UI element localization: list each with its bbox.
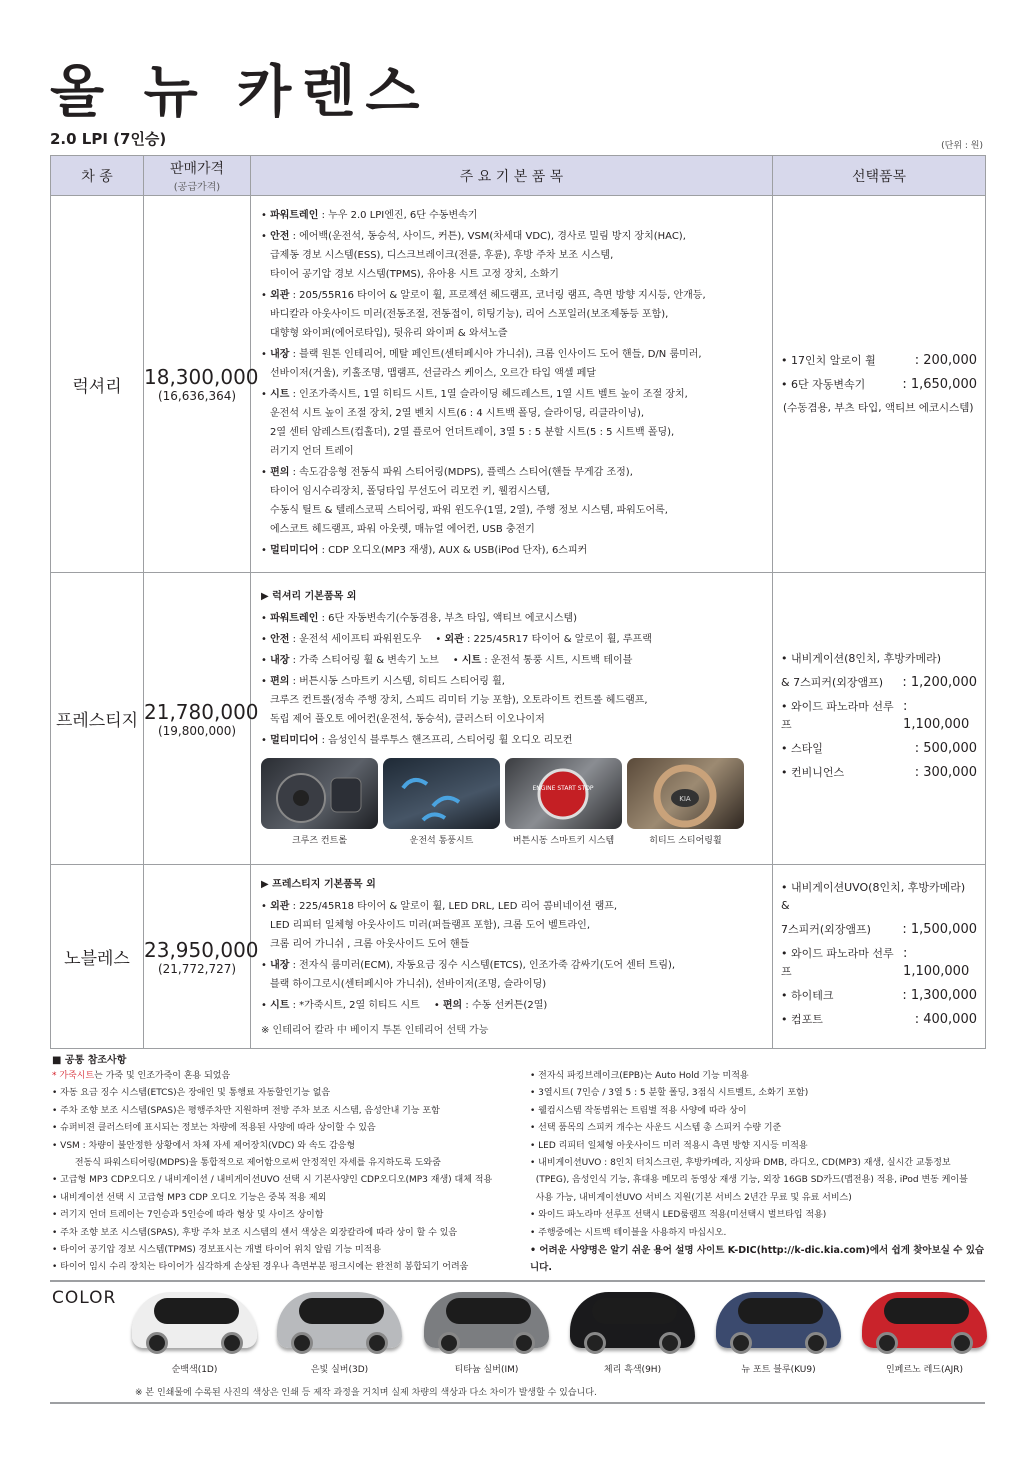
feature-item xyxy=(261,385,762,461)
feature-continuation: 바디칼라 아웃사이드 미러(전동조절, 전동접이, 히팅기능), 리어 스포일러(보조제동등 포함), xyxy=(270,309,669,320)
feature-label: 안전 xyxy=(270,231,290,242)
common-note: • 와이드 파노라마 선루프 선택시 LED룸램프 적용(미선택시 벌브타입 적용) xyxy=(530,1210,827,1221)
common-note-text: • VSM : 차량이 불안정한 상황에서 차체 자세 제어장치(VDC) 와 속도 감응형 xyxy=(52,1140,356,1151)
wheel-icon xyxy=(366,1332,388,1354)
option-price: : 200,000 xyxy=(914,353,977,368)
feature-image xyxy=(383,758,500,851)
car-roof xyxy=(154,1298,239,1324)
feature-line: • 파워트레인 : 6단 자동변속기(수동겸용, 부츠 타입, 액티브 에코시스템) xyxy=(261,613,578,624)
option-price: : 1,100,000 xyxy=(903,945,970,979)
feature-line: • 내장 : 블랙 원톤 인테리어, 메탈 페인트(센터페시아 가니쉬), 크롬 인사이드 도어 핸들, D/N 룸미러, xyxy=(261,349,702,360)
feature-continuation: 타이어 임시수리장치, 폴딩타입 무선도어 리모컨 키, 웰컴시스템, xyxy=(270,486,550,497)
option-item xyxy=(781,674,977,692)
common-note-text: • 고급형 MP3 CDP오디오 / 내비게이션 / 내비게이션UVO 선택 시 기본사양인 CDP오디오(MP3 재생) 대체 적용 xyxy=(52,1175,493,1186)
feature-images xyxy=(261,758,762,851)
feature-label: 외관 xyxy=(270,900,290,912)
feature-continuation: 블랙 하이그로시(센터페시아 가니쉬), 선바이저(조명, 슬라이딩) xyxy=(270,978,547,990)
option-name: • 6단 자동변속기 xyxy=(781,378,866,391)
common-note xyxy=(52,1259,522,1276)
footnote: ※ 본 인쇄물에 수록된 사진의 색상은 인쇄 등 제작 과정을 거치며 실제 차량의 색상과 다소 차이가 발생할 수 있습니다. xyxy=(135,1388,597,1398)
common-note-text: • 러기지 언더 트레이는 7인승과 5인승에 따라 형상 및 사이즈 상이함 xyxy=(52,1210,324,1221)
common-note-text: 전동식 파워스티어링(MDPS)을 통합적으로 제어함으로써 안정적인 자세를 유지하도록 도와줌 xyxy=(52,1158,441,1169)
common-note xyxy=(52,1242,522,1259)
common-note xyxy=(52,1120,522,1137)
header-features: 주 요 기 본 품 목 xyxy=(251,156,773,196)
trim-subtitle: 2.0 LPI (7인승) xyxy=(50,130,167,148)
option-price: : 300,000 xyxy=(914,764,977,780)
common-note xyxy=(52,1207,522,1224)
common-note: 사용 가능, 내비게이션UVO 서비스 지원(기본 서비스 2년간 무료 및 유료 서비스) xyxy=(530,1192,852,1203)
trim-price xyxy=(144,865,259,1049)
feature-label: 안전 xyxy=(270,634,290,645)
feature-continuation: 2열 센터 암레스트(컵홀더), 2열 플로어 언더트레이, 3열 5 : 5 분할 시트(5 : 5 시트백 폴딩), xyxy=(270,427,675,438)
option-price: : 1,200,000 xyxy=(902,674,977,690)
option-item xyxy=(781,945,977,981)
feature-text: : 누우 2.0 LPI엔진, 6단 수동변속기 xyxy=(318,210,478,221)
color-swatch xyxy=(570,1292,695,1375)
trim-row-noblesse xyxy=(51,865,986,1049)
common-note-text: • 주차 조향 보조 시스템(SPAS)은 평행주차만 지원하며 전방 주차 보조 시스템, 음성안내 기능 포함 xyxy=(52,1105,440,1116)
feature-line: • 파워트레인 : 누우 2.0 LPI엔진, 6단 수동변속기 xyxy=(261,210,478,221)
feature-text: : 운전석 통풍 시트, 시트백 테이블 xyxy=(481,655,633,666)
common-note xyxy=(52,1138,522,1155)
feature-continuation: 선바이저(거울), 키홀조명, 맵램프, 선글라스 케이스, 오르간 타입 액셀 페달 xyxy=(270,368,597,379)
common-note-text: • 타이어 임시 수리 장치는 타이어가 심각하게 손상된 경우나 측면부분 펑크시에는 완전히 봉합되기 어려움 xyxy=(52,1262,469,1273)
feature-list xyxy=(251,865,773,1049)
wheel-icon xyxy=(438,1332,460,1354)
feature-label: 멀티미디어 xyxy=(270,735,319,746)
option-item xyxy=(781,376,977,394)
color-swatch xyxy=(132,1292,257,1375)
color-name: 은빛 실버(3D) xyxy=(310,1365,369,1375)
image-caption: 크루즈 컨트롤 xyxy=(291,836,348,846)
feature-label: 편의 xyxy=(270,676,290,687)
feature-text: : 음성인식 블루투스 핸즈프리, 스티어링 휠 오디오 리모컨 xyxy=(318,735,573,746)
feature-continuation: 독립 제어 풀오토 에어컨(운전석, 동승석), 클러스터 이오나이저 xyxy=(270,714,545,725)
wheel-icon xyxy=(291,1332,313,1354)
feature-label: 시트 xyxy=(270,999,290,1011)
common-notes-right xyxy=(530,1068,990,1277)
price-value: 21,780,000 xyxy=(144,699,259,724)
car-icon xyxy=(716,1292,841,1348)
feature-item xyxy=(261,345,762,383)
header-model: 차 종 xyxy=(51,156,144,196)
wheel-icon xyxy=(805,1332,827,1354)
common-note: • 3열시트( 7인승 / 3열 5 : 5 분할 폴딩, 3점식 시트벨트, 소화기 포함) xyxy=(530,1088,809,1099)
feature-line: • 멀티미디어 : CDP 오디오(MP3 재생), AUX & USB(iPod 단자), 6스피커 xyxy=(261,545,588,556)
feature-item xyxy=(261,206,762,225)
feature-line: • 내장 : 전자식 룸미러(ECM), 자동요금 징수 시스템(ETCS), 인조가죽 감싸기(도어 센터 트림), xyxy=(261,959,676,971)
header-price-label: 판매가격 xyxy=(169,161,225,177)
option-name: • 내비게이션(8인치, 후방카메라) xyxy=(781,651,942,665)
feature-text: : 6단 자동변속기(수동겸용, 부츠 타입, 액티브 에코시스템) xyxy=(318,613,578,624)
common-note: • 선택 품목의 스피커 개수는 사운드 시스템 총 스피커 수량 기준 xyxy=(530,1123,782,1134)
feature-label: 멀티미디어 xyxy=(270,545,319,556)
supply-price: (16,636,364) xyxy=(157,389,237,403)
feature-continuation: 급제동 경보 시스템(ESS), 디스크브레이크(전륜, 후륜), 후방 주차 보조 시스템, xyxy=(270,250,614,261)
common-note xyxy=(52,1155,522,1172)
option-list xyxy=(773,196,986,573)
price-value: 18,300,000 xyxy=(144,365,259,389)
kia-badge: KIA xyxy=(679,795,691,803)
option-name: & 7스피커(외장앰프) xyxy=(781,675,884,689)
feature-label: 내장 xyxy=(270,959,290,971)
wheel-icon xyxy=(730,1332,752,1354)
option-item xyxy=(781,740,977,758)
feature-text: : CDP 오디오(MP3 재생), AUX & USB(iPod 단자), 6스피커 xyxy=(318,545,588,556)
wheel-icon xyxy=(659,1332,681,1354)
feature-item xyxy=(261,897,762,954)
common-note: • 웰컴시스템 작동범위는 트림별 적용 사양에 따라 상이 xyxy=(530,1105,747,1116)
option-name: 7스피커(외장앰프) xyxy=(781,922,871,936)
feature-label: 외관 xyxy=(444,634,464,645)
common-note xyxy=(52,1068,522,1085)
k-dic-note: • 어려운 사양명은 알기 쉬운 용어 설명 사이트 K-DIC(http://k-dic.kia.com)에서 쉽게 찾아보실 수 있습니다. xyxy=(530,1245,985,1274)
option-item xyxy=(781,987,977,1005)
feature-continuation: 수동식 틸트 & 텔레스코픽 스티어링, 파워 윈도우(1열, 2열), 주행 정보 시스템, 파워도어록, xyxy=(270,505,668,516)
trim-row-prestige xyxy=(51,573,986,865)
divider xyxy=(50,1280,985,1282)
engine-start-button-icon xyxy=(505,758,622,829)
trim-name: 럭셔리 xyxy=(51,196,144,573)
feature-continuation: 에스코트 헤드램프, 파워 아웃렛, 매뉴얼 에어컨, USB 충전기 xyxy=(270,524,535,535)
common-note-text: • 내비게이션 선택 시 고급형 MP3 CDP 오디오 기능은 중복 적용 제외 xyxy=(52,1192,327,1203)
feature-line: • 안전 : 운전석 세이프티 파워윈도우 • 외관 : 225/45R17 타이어 & 알로이 휠, 루프랙 xyxy=(261,634,652,645)
feature-items xyxy=(261,897,762,1015)
header-price-sub: (공급가격) xyxy=(173,182,221,193)
car-roof xyxy=(592,1298,677,1324)
common-note: • 전자식 파킹브레이크(EPB)는 Auto Hold 기능 미적용 xyxy=(530,1071,749,1081)
feature-text: : *가죽시트, 2열 히티드 시트 xyxy=(289,999,420,1011)
feature-text: : 운전석 세이프티 파워윈도우 xyxy=(289,634,422,645)
feature-label: 내장 xyxy=(270,349,290,360)
unit-label: (단위 : 원) xyxy=(941,141,983,151)
color-name: 체리 흑색(9H) xyxy=(603,1365,662,1375)
feature-continuation: 대향형 와이퍼(에어로타입), 뒷유리 와이퍼 & 와셔노즐 xyxy=(270,328,508,339)
car-icon xyxy=(277,1292,402,1348)
option-name: • 와이드 파노라마 선루프 xyxy=(781,946,894,978)
feature-line: • 안전 : 에어백(운전석, 동승석, 사이드, 커튼), VSM(차세대 VDC), 경사로 밀림 방지 장치(HAC), xyxy=(261,231,686,242)
feature-continuation: 타이어 공기압 경보 시스템(TPMS), 유아용 시트 고정 장치, 소화기 xyxy=(270,269,559,280)
color-name: 뉴 포트 블루(KU9) xyxy=(741,1365,816,1375)
option-name: • 스타일 xyxy=(781,741,823,755)
steering-button-icon xyxy=(261,758,378,829)
feature-continuation: 크롬 리어 가니쉬 , 크롬 아웃사이드 도어 핸들 xyxy=(270,938,470,950)
option-price: : 1,500,000 xyxy=(902,921,977,937)
common-notes-heading: ■ 공통 참조사항 xyxy=(52,1055,127,1066)
option-price: : 1,650,000 xyxy=(902,377,977,392)
option-name: • 와이드 파노라마 선루프 xyxy=(781,699,894,731)
common-notes-left xyxy=(52,1068,522,1277)
supply-price: (19,800,000) xyxy=(157,723,237,738)
color-swatch xyxy=(716,1292,841,1375)
feature-item xyxy=(261,731,762,750)
feature-line: • 편의 : 버튼시동 스마트키 시스템, 히티드 스티어링 휠, xyxy=(261,676,505,687)
feature-text: : 225/45R17 타이어 & 알로이 휠, 루프랙 xyxy=(463,634,652,645)
feature-text: : 에어백(운전석, 동승석, 사이드, 커튼), VSM(차세대 VDC), 경사로 밀림 방지 장치(HAC), xyxy=(289,231,686,242)
feature-text: : 225/45R18 타이어 & 알로이 휠, LED DRL, LED 리어 콤비네이션 램프, xyxy=(289,900,618,912)
car-icon xyxy=(132,1292,257,1348)
feature-line: • 내장 : 가죽 스티어링 휠 & 변속기 노브 • 시트 : 운전석 통풍 시트, 시트백 테이블 xyxy=(261,655,633,666)
divider xyxy=(50,1402,985,1404)
common-notes-right-items xyxy=(530,1068,990,1242)
supply-price: (21,772,727) xyxy=(157,961,237,976)
trim-name: 노블레스 xyxy=(51,865,144,1049)
feature-line: • 외관 : 225/45R18 타이어 & 알로이 휠, LED DRL, LED 리어 콤비네이션 램프, xyxy=(261,900,618,912)
option-item xyxy=(781,650,977,668)
option-sub: (수동겸용, 부츠 타입, 액티브 에코시스템) xyxy=(783,402,974,414)
common-note: (TPEG), 음성인식 기능, 휴대용 메모리 동영상 재생 기능, 외장 16GB SD카드(맵전용) 적용, iPod 변동 케이블 xyxy=(530,1175,968,1186)
color-name: 순백색(1D) xyxy=(171,1365,218,1375)
wheel-icon xyxy=(513,1332,535,1354)
trim-price xyxy=(144,573,259,865)
feature-item xyxy=(261,541,762,560)
feature-text: : 205/55R16 타이어 & 알로이 휠, 프로젝션 헤드램프, 코너링 램프, 측면 방향 지시등, 안개등, xyxy=(289,290,706,301)
option-name: • 17인치 알로이 휠 xyxy=(781,354,876,367)
car-icon xyxy=(424,1292,549,1348)
wheel-icon xyxy=(951,1332,973,1354)
spec-table xyxy=(50,155,986,1049)
option-name: • 하이테크 xyxy=(781,988,834,1002)
steering-wheel-icon xyxy=(627,758,744,829)
ventilated-seat-icon xyxy=(383,758,500,829)
feature-item xyxy=(261,630,762,649)
feature-item xyxy=(261,227,762,284)
option-price: : 400,000 xyxy=(914,1011,977,1027)
color-swatch xyxy=(862,1292,987,1375)
common-note-text: • 자동 요금 징수 시스템(ETCS)은 장애인 및 통행료 자동할인기능 없음 xyxy=(52,1088,331,1099)
feature-text: : 버튼시동 스마트키 시스템, 히티드 스티어링 휠, xyxy=(289,676,505,687)
image-caption: 버튼시동 스마트키 시스템 xyxy=(512,836,615,846)
feature-text: : 수동 선커튼(2열) xyxy=(462,999,548,1011)
common-note xyxy=(52,1225,522,1242)
interior-note: ※ 인테리어 칼라 中 베이지 투톤 인테리어 선택 가능 xyxy=(261,1024,489,1036)
header-options: 선택품목 xyxy=(773,156,986,196)
option-list xyxy=(773,573,986,865)
header-price xyxy=(144,156,251,196)
trim-row-luxury xyxy=(51,196,986,573)
wheel-icon xyxy=(221,1332,243,1354)
feature-text: : 가죽 스티어링 휠 & 변속기 노브 xyxy=(289,655,439,666)
feature-line: • 외관 : 205/55R16 타이어 & 알로이 휠, 프로젝션 헤드램프, 코너링 램프, 측면 방향 지시등, 안개등, xyxy=(261,290,706,301)
feature-item xyxy=(261,609,762,628)
car-icon xyxy=(862,1292,987,1348)
image-caption: 운전석 통풍시트 xyxy=(409,836,474,846)
price-value: 23,950,000 xyxy=(144,937,259,962)
feature-continuation: 운전석 시트 높이 조절 장치, 2열 벤치 시트(6 : 4 시트백 폴딩, 슬라이딩, 리클라이닝), xyxy=(270,408,645,419)
common-note xyxy=(52,1190,522,1207)
option-item xyxy=(781,921,977,939)
feature-list xyxy=(251,196,773,573)
image-caption: 히티드 스티어링휠 xyxy=(649,836,722,846)
feature-continuation: 크루즈 컨트롤(정속 주행 장치, 스피드 리미터 기능 포함), 오토라이트 컨트롤 헤드램프, xyxy=(270,695,648,706)
color-name: 인페르노 레드(AJR) xyxy=(885,1365,964,1375)
feature-image xyxy=(505,758,622,851)
option-name: • 컴포트 xyxy=(781,1012,823,1026)
page-title: 올 뉴 카렌스 xyxy=(50,60,430,125)
feature-line: • 시트 : *가죽시트, 2열 히티드 시트 • 편의 : 수동 선커튼(2열) xyxy=(261,999,548,1011)
common-note-text: 는 가죽 및 인조가죽이 혼용 되었음 xyxy=(94,1071,231,1081)
base-features-note: ▶ 프레스티지 기본품목 외 xyxy=(261,878,376,890)
color-name: 티타늄 실버(IM) xyxy=(454,1365,519,1375)
feature-item xyxy=(261,672,762,729)
common-note-text: • 타이어 공기압 경보 시스템(TPMS) 경보표시는 개별 타이어 위치 알림 기능 미적용 xyxy=(52,1245,382,1256)
feature-label: 외관 xyxy=(270,290,290,301)
feature-text: : 블랙 원톤 인테리어, 메탈 페인트(센터페시아 가니쉬), 크롬 인사이드 도어 핸들, D/N 룸미러, xyxy=(289,349,702,360)
feature-label: 파워트레인 xyxy=(270,210,319,221)
common-note: • LED 리피터 일체형 아웃사이드 미러 적용시 측면 방향 지시등 미적용 xyxy=(530,1140,808,1151)
feature-item xyxy=(261,463,762,539)
feature-label: 편의 xyxy=(442,999,463,1011)
common-note xyxy=(52,1085,522,1102)
feature-label: 편의 xyxy=(270,467,290,478)
feature-continuation: 러기지 언더 트레이 xyxy=(270,446,354,457)
option-item xyxy=(781,352,977,370)
color-swatch xyxy=(424,1292,549,1375)
feature-item xyxy=(261,286,762,343)
feature-list xyxy=(251,573,773,865)
car-roof xyxy=(738,1298,823,1324)
color-heading: COLOR xyxy=(52,1288,117,1308)
feature-line: • 편의 : 속도감응형 전동식 파워 스티어링(MDPS), 플렉스 스티어(핸들 무게감 조정), xyxy=(261,467,633,478)
car-roof xyxy=(884,1298,969,1324)
common-note-highlight: * 가죽시트 xyxy=(52,1071,95,1081)
feature-text: : 전자식 룸미러(ECM), 자동요금 징수 시스템(ETCS), 인조가죽 감싸기(도어 센터 트림), xyxy=(289,959,676,971)
feature-item xyxy=(261,996,762,1015)
engine-start-label: ENGINE START STOP xyxy=(532,785,594,792)
feature-text: : 속도감응형 전동식 파워 스티어링(MDPS), 플렉스 스티어(핸들 무게감 조정), xyxy=(289,467,633,478)
feature-label: 시트 xyxy=(270,389,290,400)
feature-image xyxy=(261,758,378,851)
option-price: : 1,300,000 xyxy=(902,987,977,1003)
option-price: : 500,000 xyxy=(914,740,977,756)
common-note xyxy=(52,1103,522,1120)
wheel-icon xyxy=(876,1332,898,1354)
table-header-row xyxy=(51,156,986,196)
trim-name: 프레스티지 xyxy=(51,573,144,865)
feature-label: 내장 xyxy=(270,655,290,666)
car-roof xyxy=(299,1298,384,1324)
feature-item xyxy=(261,956,762,994)
feature-text: : 인조가죽시트, 1열 히티드 시트, 1열 슬라이딩 헤드레스트, 1열 시트 벨트 높이 조절 장치, xyxy=(289,389,688,400)
trim-price xyxy=(144,196,259,573)
feature-label: 시트 xyxy=(461,655,482,666)
feature-line: • 시트 : 인조가죽시트, 1열 히티드 시트, 1열 슬라이딩 헤드레스트, 1열 시트 벨트 높이 조절 장치, xyxy=(261,389,688,400)
common-note-text: • 슈퍼비젼 클러스터에 표시되는 정보는 차량에 적용된 사양에 따라 상이할 수 있음 xyxy=(52,1123,376,1134)
option-list xyxy=(773,865,986,1049)
option-name: • 컨비니언스 xyxy=(781,765,845,779)
option-item xyxy=(781,1011,977,1029)
feature-items xyxy=(261,609,762,750)
common-note: • 내비게이션UVO : 8인치 터치스크린, 후방카메라, 지상파 DMB, 라디오, CD(MP3) 재생, 실시간 교통정보 xyxy=(530,1158,951,1169)
option-item xyxy=(781,698,977,734)
base-features-note: ▶ 럭셔리 기본품목 외 xyxy=(261,591,357,602)
car-icon xyxy=(570,1292,695,1348)
color-swatch xyxy=(277,1292,402,1375)
common-note-text: • 주차 조향 보조 시스템(SPAS), 후방 주차 보조 시스템의 센서 색상은 외장칼라에 따라 상이 할 수 있음 xyxy=(52,1227,458,1238)
feature-image xyxy=(627,758,744,851)
wheel-icon xyxy=(146,1332,168,1354)
option-item xyxy=(781,764,977,782)
option-price: : 1,100,000 xyxy=(903,698,970,732)
car-roof xyxy=(446,1298,531,1324)
wheel-icon xyxy=(584,1332,606,1354)
common-note xyxy=(52,1172,522,1189)
feature-label: 파워트레인 xyxy=(270,613,319,624)
option-name: • 내비게이션UVO(8인치, 후방카메라) & xyxy=(781,880,966,912)
feature-line: • 멀티미디어 : 음성인식 블루투스 핸즈프리, 스티어링 휠 오디오 리모컨 xyxy=(261,735,573,746)
feature-item xyxy=(261,651,762,670)
option-item xyxy=(781,879,977,915)
feature-continuation: LED 리피터 일체형 아웃사이드 미러(퍼들램프 포함), 크롬 도어 벨트라인, xyxy=(270,919,590,931)
common-note: • 주행중에는 시트백 테이블을 사용하지 마십시오. xyxy=(530,1227,727,1238)
